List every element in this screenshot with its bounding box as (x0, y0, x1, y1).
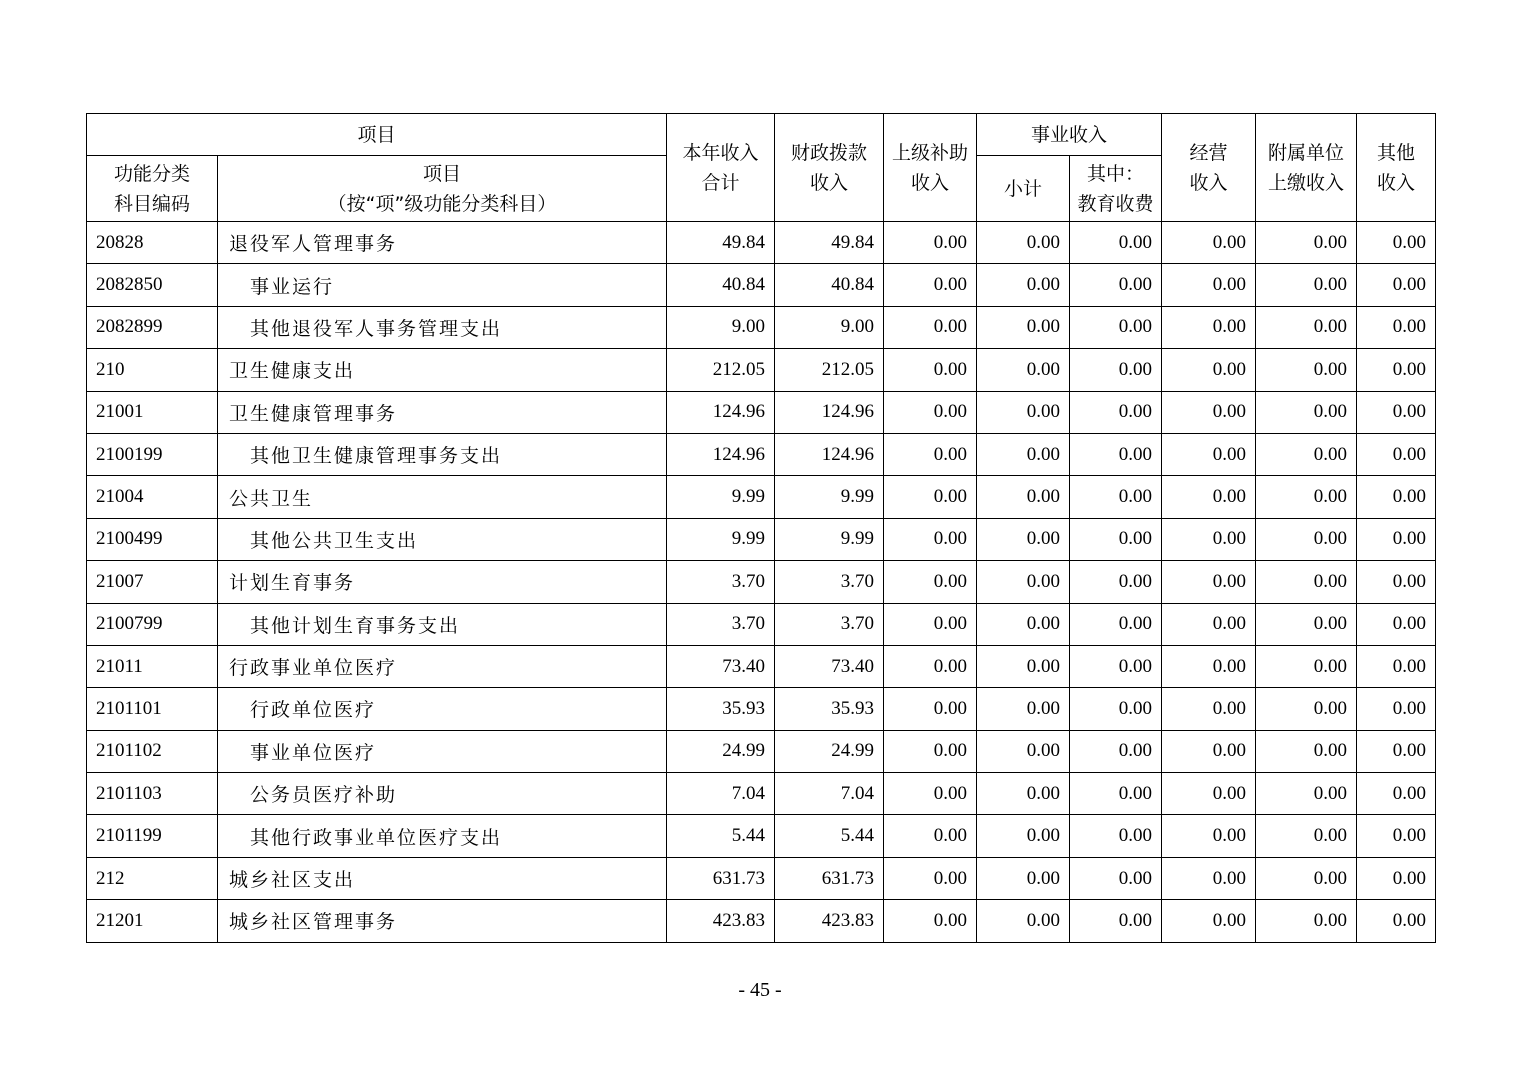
table-row (87, 222, 1436, 264)
row-name: 其他卫生健康管理事务支出 (218, 433, 667, 475)
table-row (87, 518, 1436, 560)
row-name: 卫生健康支出 (218, 349, 667, 391)
header-operating-line1: 经营 (1189, 141, 1228, 164)
row-operating-value: 0.00 (1162, 349, 1256, 391)
header-subtotal: 小计 (977, 156, 1070, 222)
row-name: 城乡社区管理事务 (218, 900, 667, 942)
header-operating-line2: 收入 (1189, 171, 1228, 194)
row-name: 行政事业单位医疗 (218, 645, 667, 687)
row-business-subtotal-value: 0.00 (977, 688, 1070, 730)
row-affiliate-value: 0.00 (1256, 222, 1357, 264)
row-operating-value: 0.00 (1162, 391, 1256, 433)
row-superior-value: 0.00 (884, 476, 977, 518)
row-superior-value: 0.00 (884, 391, 977, 433)
row-edu-fee-value: 0.00 (1070, 688, 1162, 730)
row-code: 21011 (87, 645, 218, 687)
header-affiliate-line1: 附属单位 (1268, 141, 1345, 164)
row-fiscal-value: 124.96 (775, 391, 884, 433)
row-other-value: 0.00 (1357, 391, 1436, 433)
row-operating-value: 0.00 (1162, 476, 1256, 518)
row-superior-value: 0.00 (884, 518, 977, 560)
row-name: 卫生健康管理事务 (218, 391, 667, 433)
row-fiscal-value: 124.96 (775, 433, 884, 475)
row-superior-value: 0.00 (884, 561, 977, 603)
header-fiscal-line2: 收入 (810, 171, 849, 194)
row-name: 公务员医疗补助 (218, 773, 667, 815)
row-fiscal-value: 423.83 (775, 900, 884, 942)
header-total-line1: 本年收入 (682, 141, 759, 164)
row-total-value: 9.00 (667, 306, 775, 348)
row-superior-value: 0.00 (884, 773, 977, 815)
header-affiliate (1256, 114, 1357, 222)
row-total-value: 631.73 (667, 857, 775, 899)
row-business-subtotal-value: 0.00 (977, 857, 1070, 899)
row-fiscal-value: 73.40 (775, 645, 884, 687)
header-fiscal (775, 114, 884, 222)
row-superior-value: 0.00 (884, 688, 977, 730)
row-other-value: 0.00 (1357, 476, 1436, 518)
row-other-value: 0.00 (1357, 349, 1436, 391)
row-superior-value: 0.00 (884, 306, 977, 348)
row-name: 其他公共卫生支出 (218, 518, 667, 560)
row-other-value: 0.00 (1357, 222, 1436, 264)
row-fiscal-value: 9.00 (775, 306, 884, 348)
row-code: 20828 (87, 222, 218, 264)
row-edu-fee-value: 0.00 (1070, 815, 1162, 857)
row-affiliate-value: 0.00 (1256, 815, 1357, 857)
row-business-subtotal-value: 0.00 (977, 645, 1070, 687)
row-code: 21007 (87, 561, 218, 603)
row-superior-value: 0.00 (884, 730, 977, 772)
row-operating-value: 0.00 (1162, 222, 1256, 264)
row-operating-value: 0.00 (1162, 900, 1256, 942)
row-operating-value: 0.00 (1162, 857, 1256, 899)
row-operating-value: 0.00 (1162, 815, 1256, 857)
row-edu-fee-value: 0.00 (1070, 561, 1162, 603)
row-fiscal-value: 49.84 (775, 222, 884, 264)
row-total-value: 35.93 (667, 688, 775, 730)
header-code-line2: 科目编码 (113, 192, 190, 215)
header-superior (884, 114, 977, 222)
row-total-value: 5.44 (667, 815, 775, 857)
table-row (87, 306, 1436, 348)
row-name: 行政单位医疗 (218, 688, 667, 730)
row-affiliate-value: 0.00 (1256, 476, 1357, 518)
row-edu-fee-value: 0.00 (1070, 603, 1162, 645)
header-edu-line1: 其中： (1087, 162, 1145, 185)
row-total-value: 49.84 (667, 222, 775, 264)
row-other-value: 0.00 (1357, 561, 1436, 603)
row-superior-value: 0.00 (884, 264, 977, 306)
row-business-subtotal-value: 0.00 (977, 518, 1070, 560)
row-total-value: 73.40 (667, 645, 775, 687)
row-code: 2101101 (87, 688, 218, 730)
row-fiscal-value: 3.70 (775, 603, 884, 645)
row-affiliate-value: 0.00 (1256, 688, 1357, 730)
row-operating-value: 0.00 (1162, 645, 1256, 687)
row-business-subtotal-value: 0.00 (977, 391, 1070, 433)
row-business-subtotal-value: 0.00 (977, 264, 1070, 306)
table-row (87, 349, 1436, 391)
row-affiliate-value: 0.00 (1256, 561, 1357, 603)
row-code: 21001 (87, 391, 218, 433)
row-business-subtotal-value: 0.00 (977, 561, 1070, 603)
row-code: 2100499 (87, 518, 218, 560)
header-fiscal-line1: 财政拨款 (791, 141, 868, 164)
table-row (87, 688, 1436, 730)
row-edu-fee-value: 0.00 (1070, 476, 1162, 518)
row-edu-fee-value: 0.00 (1070, 645, 1162, 687)
row-fiscal-value: 3.70 (775, 561, 884, 603)
row-edu-fee-value: 0.00 (1070, 730, 1162, 772)
row-business-subtotal-value: 0.00 (977, 306, 1070, 348)
row-edu-fee-value: 0.00 (1070, 222, 1162, 264)
header-item-group: 项目 (87, 114, 667, 156)
row-code: 2082899 (87, 306, 218, 348)
row-fiscal-value: 7.04 (775, 773, 884, 815)
row-business-subtotal-value: 0.00 (977, 773, 1070, 815)
row-name: 其他行政事业单位医疗支出 (218, 815, 667, 857)
row-code: 2082850 (87, 264, 218, 306)
table-row (87, 433, 1436, 475)
header-code-line1: 功能分类 (113, 162, 190, 185)
row-affiliate-value: 0.00 (1256, 518, 1357, 560)
row-superior-value: 0.00 (884, 603, 977, 645)
row-edu-fee-value: 0.00 (1070, 900, 1162, 942)
row-code: 2101102 (87, 730, 218, 772)
row-other-value: 0.00 (1357, 815, 1436, 857)
row-other-value: 0.00 (1357, 433, 1436, 475)
row-fiscal-value: 24.99 (775, 730, 884, 772)
row-superior-value: 0.00 (884, 857, 977, 899)
header-business-group: 事业收入 (977, 114, 1162, 156)
row-business-subtotal-value: 0.00 (977, 900, 1070, 942)
row-name: 其他退役军人事务管理支出 (218, 306, 667, 348)
row-operating-value: 0.00 (1162, 264, 1256, 306)
row-superior-value: 0.00 (884, 815, 977, 857)
table-row (87, 645, 1436, 687)
row-affiliate-value: 0.00 (1256, 264, 1357, 306)
row-affiliate-value: 0.00 (1256, 773, 1357, 815)
row-name: 事业运行 (218, 264, 667, 306)
row-affiliate-value: 0.00 (1256, 900, 1357, 942)
row-other-value: 0.00 (1357, 306, 1436, 348)
row-affiliate-value: 0.00 (1256, 306, 1357, 348)
row-other-value: 0.00 (1357, 603, 1436, 645)
row-other-value: 0.00 (1357, 773, 1436, 815)
table-row (87, 391, 1436, 433)
row-business-subtotal-value: 0.00 (977, 603, 1070, 645)
row-code: 21004 (87, 476, 218, 518)
row-affiliate-value: 0.00 (1256, 645, 1357, 687)
row-operating-value: 0.00 (1162, 518, 1256, 560)
table-row (87, 603, 1436, 645)
row-superior-value: 0.00 (884, 349, 977, 391)
row-business-subtotal-value: 0.00 (977, 349, 1070, 391)
table-row (87, 730, 1436, 772)
header-operating (1162, 114, 1256, 222)
row-total-value: 3.70 (667, 603, 775, 645)
row-name: 其他计划生育事务支出 (218, 603, 667, 645)
row-business-subtotal-value: 0.00 (977, 730, 1070, 772)
row-total-value: 40.84 (667, 264, 775, 306)
row-total-value: 124.96 (667, 433, 775, 475)
row-business-subtotal-value: 0.00 (977, 815, 1070, 857)
table-row (87, 476, 1436, 518)
row-superior-value: 0.00 (884, 645, 977, 687)
table-row (87, 857, 1436, 899)
header-other (1357, 114, 1436, 222)
row-other-value: 0.00 (1357, 518, 1436, 560)
row-total-value: 423.83 (667, 900, 775, 942)
row-other-value: 0.00 (1357, 645, 1436, 687)
row-operating-value: 0.00 (1162, 688, 1256, 730)
row-name: 事业单位医疗 (218, 730, 667, 772)
row-operating-value: 0.00 (1162, 306, 1256, 348)
row-other-value: 0.00 (1357, 264, 1436, 306)
row-code: 212 (87, 857, 218, 899)
header-name (218, 156, 667, 222)
row-fiscal-value: 212.05 (775, 349, 884, 391)
row-other-value: 0.00 (1357, 730, 1436, 772)
row-affiliate-value: 0.00 (1256, 603, 1357, 645)
header-edu (1070, 156, 1162, 222)
row-business-subtotal-value: 0.00 (977, 433, 1070, 475)
row-total-value: 124.96 (667, 391, 775, 433)
row-name: 退役军人管理事务 (218, 222, 667, 264)
row-edu-fee-value: 0.00 (1070, 349, 1162, 391)
header-name-line2: （按“项”级功能分类科目） (327, 192, 557, 215)
row-fiscal-value: 35.93 (775, 688, 884, 730)
header-edu-line2: 教育收费 (1077, 192, 1154, 215)
row-edu-fee-value: 0.00 (1070, 773, 1162, 815)
row-name: 公共卫生 (218, 476, 667, 518)
row-name: 计划生育事务 (218, 561, 667, 603)
header-code (87, 156, 218, 222)
header-total (667, 114, 775, 222)
table-row (87, 815, 1436, 857)
header-name-line1: 项目 (423, 162, 462, 185)
row-total-value: 9.99 (667, 518, 775, 560)
table-row (87, 264, 1436, 306)
row-code: 21201 (87, 900, 218, 942)
row-fiscal-value: 40.84 (775, 264, 884, 306)
header-total-line2: 合计 (701, 171, 740, 194)
row-edu-fee-value: 0.00 (1070, 264, 1162, 306)
row-edu-fee-value: 0.00 (1070, 857, 1162, 899)
row-fiscal-value: 9.99 (775, 476, 884, 518)
row-operating-value: 0.00 (1162, 561, 1256, 603)
row-total-value: 24.99 (667, 730, 775, 772)
table-row (87, 900, 1436, 942)
row-other-value: 0.00 (1357, 857, 1436, 899)
row-superior-value: 0.00 (884, 433, 977, 475)
row-affiliate-value: 0.00 (1256, 857, 1357, 899)
header-superior-line1: 上级补助 (892, 141, 969, 164)
row-name: 城乡社区支出 (218, 857, 667, 899)
table-row (87, 561, 1436, 603)
row-superior-value: 0.00 (884, 222, 977, 264)
budget-income-table (86, 113, 1436, 943)
row-other-value: 0.00 (1357, 688, 1436, 730)
row-edu-fee-value: 0.00 (1070, 518, 1162, 560)
page-number: - 45 - (738, 979, 782, 1001)
row-code: 2101199 (87, 815, 218, 857)
table-body (87, 222, 1436, 943)
row-affiliate-value: 0.00 (1256, 349, 1357, 391)
row-code: 2100199 (87, 433, 218, 475)
row-total-value: 7.04 (667, 773, 775, 815)
row-edu-fee-value: 0.00 (1070, 433, 1162, 475)
row-affiliate-value: 0.00 (1256, 433, 1357, 475)
row-fiscal-value: 631.73 (775, 857, 884, 899)
row-code: 210 (87, 349, 218, 391)
row-fiscal-value: 5.44 (775, 815, 884, 857)
header-other-line1: 其他 (1377, 141, 1416, 164)
header-superior-line2: 收入 (911, 171, 950, 194)
row-affiliate-value: 0.00 (1256, 730, 1357, 772)
row-total-value: 9.99 (667, 476, 775, 518)
row-total-value: 3.70 (667, 561, 775, 603)
header-other-line2: 收入 (1377, 171, 1416, 194)
table-row (87, 773, 1436, 815)
row-code: 2101103 (87, 773, 218, 815)
row-affiliate-value: 0.00 (1256, 391, 1357, 433)
row-operating-value: 0.00 (1162, 603, 1256, 645)
row-other-value: 0.00 (1357, 900, 1436, 942)
row-superior-value: 0.00 (884, 900, 977, 942)
row-code: 2100799 (87, 603, 218, 645)
row-edu-fee-value: 0.00 (1070, 306, 1162, 348)
row-operating-value: 0.00 (1162, 433, 1256, 475)
row-edu-fee-value: 0.00 (1070, 391, 1162, 433)
row-fiscal-value: 9.99 (775, 518, 884, 560)
header-affiliate-line2: 上缴收入 (1268, 171, 1345, 194)
row-operating-value: 0.00 (1162, 773, 1256, 815)
row-business-subtotal-value: 0.00 (977, 222, 1070, 264)
row-business-subtotal-value: 0.00 (977, 476, 1070, 518)
row-operating-value: 0.00 (1162, 730, 1256, 772)
row-total-value: 212.05 (667, 349, 775, 391)
